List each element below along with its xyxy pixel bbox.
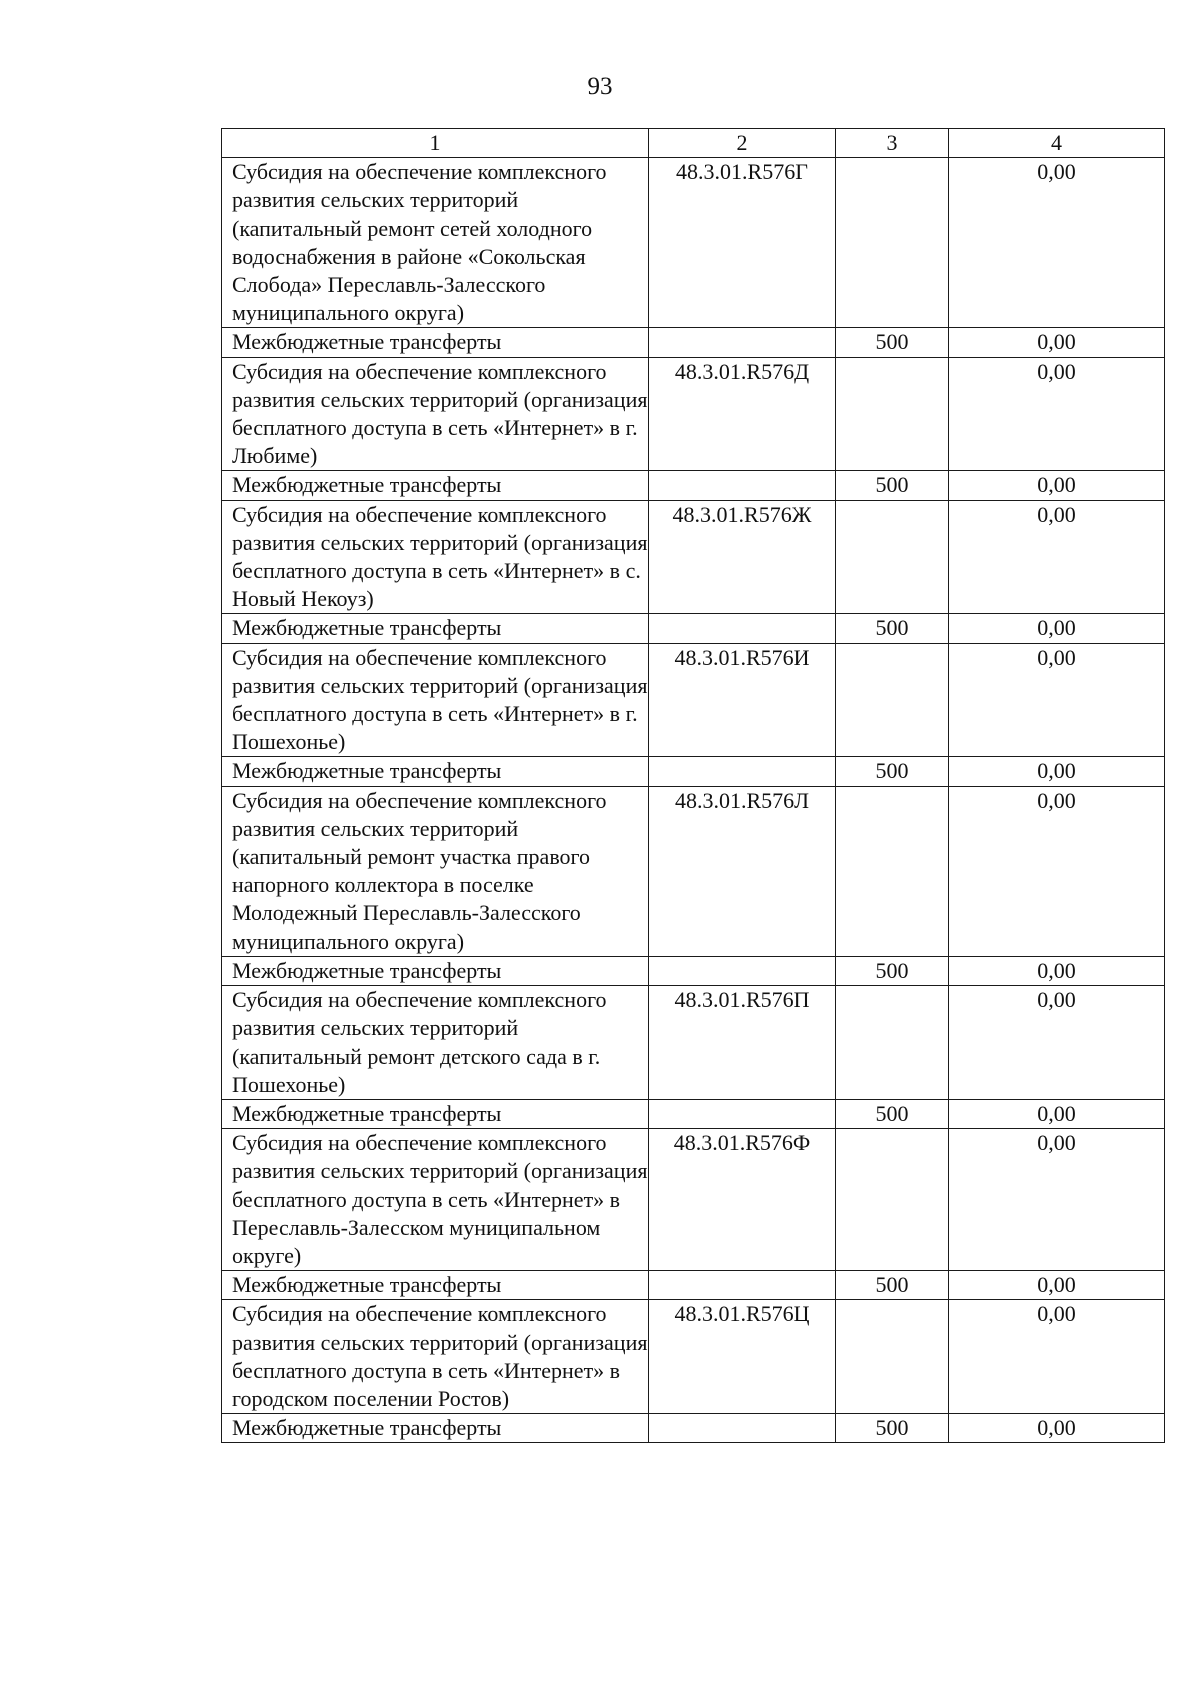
row-name-cell: Субсидия на обеспечение комплексного развития сельских территорий (организация бесплатного доступа в сеть «Интернет» в Переславль-Залесском муниципальном округе)	[222, 1129, 649, 1271]
table-row	[222, 757, 1165, 786]
row-code-cell	[649, 328, 836, 357]
row-name-cell: Субсидия на обеспечение комплексного развития сельских территорий (капитальный ремонт детского сада в г. Пошехонье)	[222, 986, 649, 1100]
table-header-row	[222, 129, 1165, 158]
row-amount-cell: 0,00	[949, 1300, 1165, 1414]
row-name-cell: Межбюджетные трансферты	[222, 614, 649, 643]
column-header: 2	[649, 129, 836, 158]
row-amount-cell: 0,00	[949, 1271, 1165, 1300]
row-amount-cell: 0,00	[949, 471, 1165, 500]
table-row	[222, 986, 1165, 1100]
table-row	[222, 643, 1165, 757]
row-type-cell	[836, 986, 949, 1100]
budget-table	[221, 128, 1165, 1443]
table-row	[222, 1300, 1165, 1414]
row-code-cell	[649, 1271, 836, 1300]
row-amount-cell: 0,00	[949, 158, 1165, 328]
row-amount-cell: 0,00	[949, 1099, 1165, 1128]
row-code-cell	[649, 471, 836, 500]
table-body	[222, 158, 1165, 1443]
row-type-cell: 500	[836, 614, 949, 643]
row-type-cell: 500	[836, 1099, 949, 1128]
row-type-cell	[836, 643, 949, 757]
row-code-cell: 48.3.01.R576Ф	[649, 1129, 836, 1271]
row-amount-cell: 0,00	[949, 643, 1165, 757]
row-name-cell: Субсидия на обеспечение комплексного развития сельских территорий (организация бесплатного доступа в сеть «Интернет» в с. Новый Некоуз)	[222, 500, 649, 614]
row-type-cell	[836, 357, 949, 471]
row-code-cell: 48.3.01.R576Ж	[649, 500, 836, 614]
row-type-cell	[836, 1300, 949, 1414]
row-code-cell	[649, 1414, 836, 1443]
row-code-cell	[649, 757, 836, 786]
row-code-cell	[649, 956, 836, 985]
row-amount-cell: 0,00	[949, 786, 1165, 956]
row-code-cell	[649, 614, 836, 643]
page-number: 93	[587, 73, 613, 100]
row-type-cell	[836, 158, 949, 328]
row-name-cell: Межбюджетные трансферты	[222, 1271, 649, 1300]
table-row	[222, 1414, 1165, 1443]
row-type-cell	[836, 786, 949, 956]
row-code-cell: 48.3.01.R576Ц	[649, 1300, 836, 1414]
table-row	[222, 471, 1165, 500]
column-header: 4	[949, 129, 1165, 158]
row-code-cell	[649, 1099, 836, 1128]
table-row	[222, 786, 1165, 956]
row-type-cell	[836, 500, 949, 614]
table-row	[222, 357, 1165, 471]
table-row	[222, 328, 1165, 357]
table-row	[222, 1271, 1165, 1300]
row-name-cell: Субсидия на обеспечение комплексного развития сельских территорий (капитальный ремонт сетей холодного водоснабжения в районе «Сокольская Слобода» Переславль-Залесского муниципального округа)	[222, 158, 649, 328]
row-type-cell	[836, 1129, 949, 1271]
row-type-cell: 500	[836, 757, 949, 786]
row-code-cell: 48.3.01.R576И	[649, 643, 836, 757]
row-type-cell: 500	[836, 1414, 949, 1443]
row-name-cell: Межбюджетные трансферты	[222, 471, 649, 500]
row-name-cell: Межбюджетные трансферты	[222, 328, 649, 357]
row-name-cell: Межбюджетные трансферты	[222, 1414, 649, 1443]
row-name-cell: Межбюджетные трансферты	[222, 956, 649, 985]
row-name-cell: Субсидия на обеспечение комплексного развития сельских территорий (организация бесплатного доступа в сеть «Интернет» в г. Пошехонье)	[222, 643, 649, 757]
table-row	[222, 500, 1165, 614]
row-amount-cell: 0,00	[949, 500, 1165, 614]
table-row	[222, 1129, 1165, 1271]
table-row	[222, 1099, 1165, 1128]
row-amount-cell: 0,00	[949, 986, 1165, 1100]
row-code-cell: 48.3.01.R576Д	[649, 357, 836, 471]
column-header: 3	[836, 129, 949, 158]
row-amount-cell: 0,00	[949, 328, 1165, 357]
row-name-cell: Межбюджетные трансферты	[222, 1099, 649, 1128]
row-amount-cell: 0,00	[949, 1129, 1165, 1271]
row-amount-cell: 0,00	[949, 956, 1165, 985]
table-row	[222, 956, 1165, 985]
row-amount-cell: 0,00	[949, 357, 1165, 471]
row-name-cell: Межбюджетные трансферты	[222, 757, 649, 786]
table-row	[222, 158, 1165, 328]
row-type-cell: 500	[836, 956, 949, 985]
row-type-cell: 500	[836, 471, 949, 500]
row-amount-cell: 0,00	[949, 1414, 1165, 1443]
row-amount-cell: 0,00	[949, 757, 1165, 786]
row-name-cell: Субсидия на обеспечение комплексного развития сельских территорий (организация бесплатного доступа в сеть «Интернет» в городском поселении Ростов)	[222, 1300, 649, 1414]
row-type-cell: 500	[836, 1271, 949, 1300]
column-header: 1	[222, 129, 649, 158]
row-amount-cell: 0,00	[949, 614, 1165, 643]
row-name-cell: Субсидия на обеспечение комплексного развития сельских территорий (капитальный ремонт участка правого напорного коллектора в поселке Молодежный Переславль-Залесского муниципального округа)	[222, 786, 649, 956]
row-code-cell: 48.3.01.R576Л	[649, 786, 836, 956]
row-name-cell: Субсидия на обеспечение комплексного развития сельских территорий (организация бесплатного доступа в сеть «Интернет» в г. Любиме)	[222, 357, 649, 471]
row-code-cell: 48.3.01.R576П	[649, 986, 836, 1100]
table-row	[222, 614, 1165, 643]
row-type-cell: 500	[836, 328, 949, 357]
row-code-cell: 48.3.01.R576Г	[649, 158, 836, 328]
